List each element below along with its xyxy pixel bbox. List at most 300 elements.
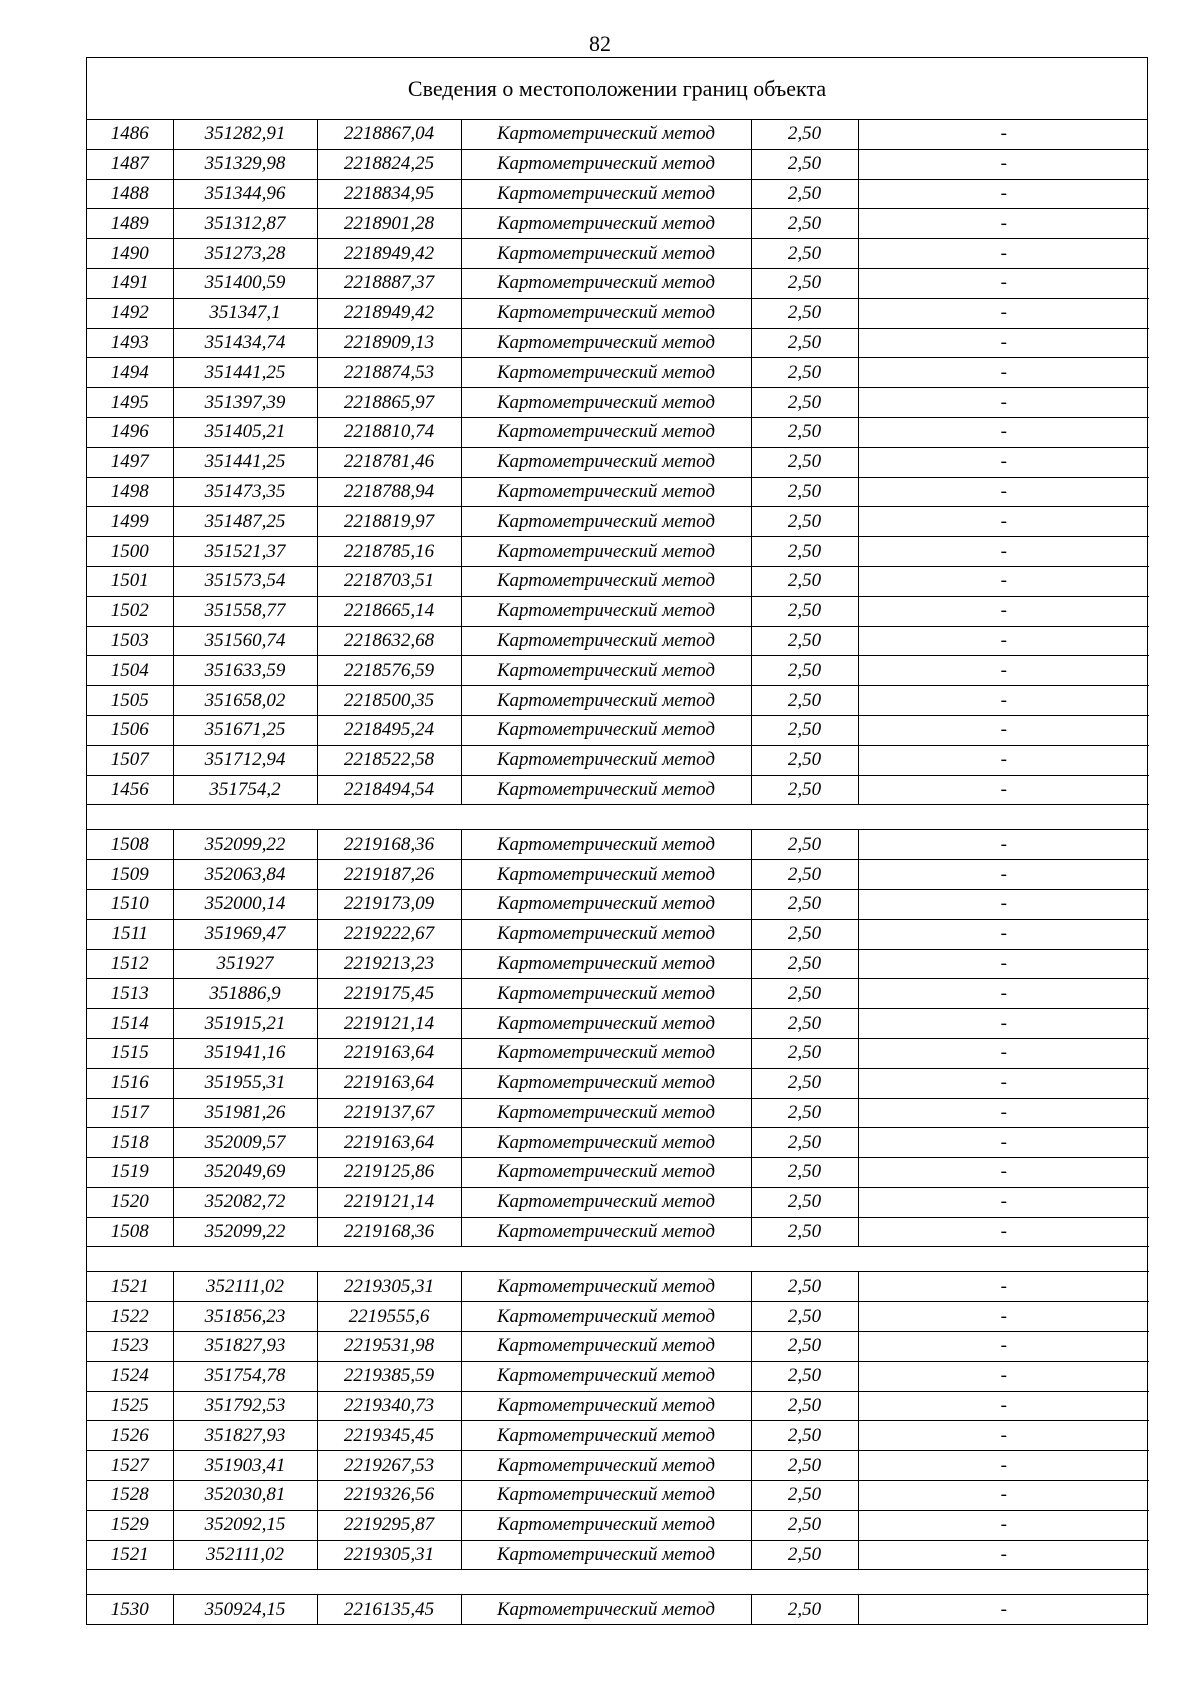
table-row: [87, 830, 1149, 860]
table-row: [87, 1098, 1149, 1128]
y-coordinate-cell: 2219173,09: [317, 889, 461, 919]
accuracy-cell: 2,50: [751, 268, 858, 298]
point-number-cell: 1499: [87, 507, 173, 537]
point-number-cell: 1498: [87, 477, 173, 507]
method-cell: Картометрический метод: [461, 830, 751, 860]
description-cell: -: [858, 477, 1149, 507]
method-cell: Картометрический метод: [461, 268, 751, 298]
accuracy-cell: 2,50: [751, 775, 858, 805]
point-number-cell: 1508: [87, 830, 173, 860]
description-cell: -: [858, 298, 1149, 328]
x-coordinate-cell: 351927: [173, 949, 317, 979]
description-cell: -: [858, 1510, 1149, 1540]
accuracy-cell: 2,50: [751, 388, 858, 418]
point-number-cell: 1496: [87, 417, 173, 447]
table-row: [87, 298, 1149, 328]
method-cell: Картометрический метод: [461, 298, 751, 328]
accuracy-cell: 2,50: [751, 1158, 858, 1188]
accuracy-cell: 2,50: [751, 447, 858, 477]
y-coordinate-cell: 2218949,42: [317, 239, 461, 269]
method-cell: Картометрический метод: [461, 686, 751, 716]
accuracy-cell: 2,50: [751, 507, 858, 537]
description-cell: -: [858, 1540, 1149, 1570]
accuracy-cell: 2,50: [751, 358, 858, 388]
point-number-cell: 1518: [87, 1128, 173, 1158]
point-number-cell: 1501: [87, 566, 173, 596]
method-cell: Картометрический метод: [461, 1391, 751, 1421]
x-coordinate-cell: 352092,15: [173, 1510, 317, 1540]
point-number-cell: 1509: [87, 860, 173, 890]
coordinates-table-body: [87, 120, 1149, 1624]
y-coordinate-cell: 2216135,45: [317, 1595, 461, 1624]
point-number-cell: 1513: [87, 979, 173, 1009]
method-cell: Картометрический метод: [461, 596, 751, 626]
x-coordinate-cell: 351792,53: [173, 1391, 317, 1421]
accuracy-cell: 2,50: [751, 686, 858, 716]
point-number-cell: 1521: [87, 1540, 173, 1570]
table-row: [87, 1481, 1149, 1511]
table-row: [87, 1009, 1149, 1039]
method-cell: Картометрический метод: [461, 1038, 751, 1068]
method-cell: Картометрический метод: [461, 209, 751, 239]
x-coordinate-cell: 351969,47: [173, 919, 317, 949]
method-cell: Картометрический метод: [461, 1158, 751, 1188]
point-number-cell: 1515: [87, 1038, 173, 1068]
description-cell: -: [858, 417, 1149, 447]
description-cell: -: [858, 656, 1149, 686]
y-coordinate-cell: 2219168,36: [317, 1217, 461, 1247]
description-cell: -: [858, 1272, 1149, 1302]
x-coordinate-cell: 351915,21: [173, 1009, 317, 1039]
x-coordinate-cell: 351473,35: [173, 477, 317, 507]
y-coordinate-cell: 2218887,37: [317, 268, 461, 298]
y-coordinate-cell: 2219555,6: [317, 1302, 461, 1332]
accuracy-cell: 2,50: [751, 1332, 858, 1362]
accuracy-cell: 2,50: [751, 656, 858, 686]
table-row: [87, 537, 1149, 567]
x-coordinate-cell: 351941,16: [173, 1038, 317, 1068]
description-cell: -: [858, 919, 1149, 949]
x-coordinate-cell: 351633,59: [173, 656, 317, 686]
description-cell: -: [858, 1421, 1149, 1451]
table-row: [87, 507, 1149, 537]
accuracy-cell: 2,50: [751, 979, 858, 1009]
description-cell: -: [858, 537, 1149, 567]
method-cell: Картометрический метод: [461, 507, 751, 537]
x-coordinate-cell: 351671,25: [173, 715, 317, 745]
y-coordinate-cell: 2218665,14: [317, 596, 461, 626]
table-row: [87, 1128, 1149, 1158]
method-cell: Картометрический метод: [461, 979, 751, 1009]
description-cell: -: [858, 626, 1149, 656]
point-number-cell: 1491: [87, 268, 173, 298]
x-coordinate-cell: 351273,28: [173, 239, 317, 269]
x-coordinate-cell: 351754,2: [173, 775, 317, 805]
table-row: [87, 1332, 1149, 1362]
point-number-cell: 1500: [87, 537, 173, 567]
table-row: [87, 860, 1149, 890]
y-coordinate-cell: 2219213,23: [317, 949, 461, 979]
y-coordinate-cell: 2218494,54: [317, 775, 461, 805]
description-cell: -: [858, 447, 1149, 477]
description-cell: -: [858, 149, 1149, 179]
x-coordinate-cell: 351903,41: [173, 1451, 317, 1481]
accuracy-cell: 2,50: [751, 1595, 858, 1624]
group-separator-row: [87, 1247, 1149, 1272]
description-cell: -: [858, 1332, 1149, 1362]
method-cell: Картометрический метод: [461, 328, 751, 358]
description-cell: -: [858, 596, 1149, 626]
description-cell: -: [858, 120, 1149, 149]
method-cell: Картометрический метод: [461, 1481, 751, 1511]
description-cell: -: [858, 358, 1149, 388]
point-number-cell: 1494: [87, 358, 173, 388]
x-coordinate-cell: 351558,77: [173, 596, 317, 626]
description-cell: -: [858, 1158, 1149, 1188]
point-number-cell: 1489: [87, 209, 173, 239]
table-row: [87, 417, 1149, 447]
table-row: [87, 268, 1149, 298]
x-coordinate-cell: 351981,26: [173, 1098, 317, 1128]
x-coordinate-cell: 351827,93: [173, 1332, 317, 1362]
accuracy-cell: 2,50: [751, 715, 858, 745]
table-row: [87, 388, 1149, 418]
method-cell: Картометрический метод: [461, 1128, 751, 1158]
group-separator-row: [87, 1570, 1149, 1595]
x-coordinate-cell: 352030,81: [173, 1481, 317, 1511]
separator-cell: [87, 1247, 1149, 1272]
separator-cell: [87, 1570, 1149, 1595]
accuracy-cell: 2,50: [751, 1391, 858, 1421]
table-row: [87, 120, 1149, 149]
x-coordinate-cell: 352099,22: [173, 1217, 317, 1247]
page-number: 82: [589, 31, 611, 56]
accuracy-cell: 2,50: [751, 566, 858, 596]
point-number-cell: 1510: [87, 889, 173, 919]
point-number-cell: 1520: [87, 1187, 173, 1217]
method-cell: Картометрический метод: [461, 239, 751, 269]
y-coordinate-cell: 2219305,31: [317, 1272, 461, 1302]
accuracy-cell: 2,50: [751, 328, 858, 358]
point-number-cell: 1522: [87, 1302, 173, 1332]
point-number-cell: 1488: [87, 179, 173, 209]
point-number-cell: 1517: [87, 1098, 173, 1128]
accuracy-cell: 2,50: [751, 1009, 858, 1039]
x-coordinate-cell: 351397,39: [173, 388, 317, 418]
point-number-cell: 1503: [87, 626, 173, 656]
table-row: [87, 979, 1149, 1009]
point-number-cell: 1512: [87, 949, 173, 979]
point-number-cell: 1530: [87, 1595, 173, 1624]
y-coordinate-cell: 2219121,14: [317, 1009, 461, 1039]
point-number-cell: 1490: [87, 239, 173, 269]
description-cell: -: [858, 268, 1149, 298]
point-number-cell: 1502: [87, 596, 173, 626]
point-number-cell: 1524: [87, 1361, 173, 1391]
accuracy-cell: 2,50: [751, 1361, 858, 1391]
description-cell: -: [858, 949, 1149, 979]
accuracy-cell: 2,50: [751, 149, 858, 179]
description-cell: -: [858, 1068, 1149, 1098]
x-coordinate-cell: 351405,21: [173, 417, 317, 447]
table-row: [87, 715, 1149, 745]
description-cell: -: [858, 745, 1149, 775]
x-coordinate-cell: 352111,02: [173, 1272, 317, 1302]
method-cell: Картометрический метод: [461, 447, 751, 477]
table-row: [87, 775, 1149, 805]
method-cell: Картометрический метод: [461, 566, 751, 596]
x-coordinate-cell: 351560,74: [173, 626, 317, 656]
table-row: [87, 1391, 1149, 1421]
point-number-cell: 1493: [87, 328, 173, 358]
table-row: [87, 1302, 1149, 1332]
method-cell: Картометрический метод: [461, 1068, 751, 1098]
point-number-cell: 1528: [87, 1481, 173, 1511]
table-row: [87, 328, 1149, 358]
table-row: [87, 626, 1149, 656]
y-coordinate-cell: 2219168,36: [317, 830, 461, 860]
table-row: [87, 1158, 1149, 1188]
description-cell: -: [858, 1217, 1149, 1247]
method-cell: Картометрический метод: [461, 149, 751, 179]
x-coordinate-cell: 351312,87: [173, 209, 317, 239]
description-cell: -: [858, 1187, 1149, 1217]
description-cell: -: [858, 715, 1149, 745]
x-coordinate-cell: 351521,37: [173, 537, 317, 567]
table-row: [87, 239, 1149, 269]
table-row: [87, 949, 1149, 979]
description-cell: -: [858, 1302, 1149, 1332]
accuracy-cell: 2,50: [751, 626, 858, 656]
table-row: [87, 1510, 1149, 1540]
method-cell: Картометрический метод: [461, 626, 751, 656]
description-cell: -: [858, 1595, 1149, 1624]
y-coordinate-cell: 2219222,67: [317, 919, 461, 949]
description-cell: -: [858, 566, 1149, 596]
y-coordinate-cell: 2218810,74: [317, 417, 461, 447]
method-cell: Картометрический метод: [461, 1361, 751, 1391]
x-coordinate-cell: 352000,14: [173, 889, 317, 919]
point-number-cell: 1508: [87, 1217, 173, 1247]
x-coordinate-cell: 351441,25: [173, 447, 317, 477]
method-cell: Картометрический метод: [461, 889, 751, 919]
x-coordinate-cell: 351329,98: [173, 149, 317, 179]
method-cell: Картометрический метод: [461, 179, 751, 209]
method-cell: Картометрический метод: [461, 1595, 751, 1624]
accuracy-cell: 2,50: [751, 919, 858, 949]
table-row: [87, 889, 1149, 919]
description-cell: -: [858, 388, 1149, 418]
y-coordinate-cell: 2218901,28: [317, 209, 461, 239]
method-cell: Картометрический метод: [461, 1451, 751, 1481]
x-coordinate-cell: 351344,96: [173, 179, 317, 209]
y-coordinate-cell: 2219137,67: [317, 1098, 461, 1128]
x-coordinate-cell: 351886,9: [173, 979, 317, 1009]
coordinates-table: [87, 120, 1149, 1624]
method-cell: Картометрический метод: [461, 1332, 751, 1362]
y-coordinate-cell: 2218495,24: [317, 715, 461, 745]
x-coordinate-cell: 352111,02: [173, 1540, 317, 1570]
y-coordinate-cell: 2218819,97: [317, 507, 461, 537]
accuracy-cell: 2,50: [751, 830, 858, 860]
x-coordinate-cell: 351754,78: [173, 1361, 317, 1391]
x-coordinate-cell: 350924,15: [173, 1595, 317, 1624]
x-coordinate-cell: 352063,84: [173, 860, 317, 890]
method-cell: Картометрический метод: [461, 1302, 751, 1332]
y-coordinate-cell: 2218867,04: [317, 120, 461, 149]
point-number-cell: 1527: [87, 1451, 173, 1481]
method-cell: Картометрический метод: [461, 1540, 751, 1570]
accuracy-cell: 2,50: [751, 477, 858, 507]
description-cell: -: [858, 239, 1149, 269]
table-row: [87, 745, 1149, 775]
point-number-cell: 1504: [87, 656, 173, 686]
y-coordinate-cell: 2219305,31: [317, 1540, 461, 1570]
method-cell: Картометрический метод: [461, 1421, 751, 1451]
y-coordinate-cell: 2219121,14: [317, 1187, 461, 1217]
accuracy-cell: 2,50: [751, 239, 858, 269]
accuracy-cell: 2,50: [751, 1068, 858, 1098]
y-coordinate-cell: 2218949,42: [317, 298, 461, 328]
y-coordinate-cell: 2219175,45: [317, 979, 461, 1009]
y-coordinate-cell: 2219163,64: [317, 1038, 461, 1068]
accuracy-cell: 2,50: [751, 1128, 858, 1158]
accuracy-cell: 2,50: [751, 1510, 858, 1540]
accuracy-cell: 2,50: [751, 1098, 858, 1128]
y-coordinate-cell: 2219295,87: [317, 1510, 461, 1540]
point-number-cell: 1506: [87, 715, 173, 745]
y-coordinate-cell: 2218788,94: [317, 477, 461, 507]
y-coordinate-cell: 2219267,53: [317, 1451, 461, 1481]
method-cell: Картометрический метод: [461, 775, 751, 805]
accuracy-cell: 2,50: [751, 1187, 858, 1217]
description-cell: -: [858, 775, 1149, 805]
x-coordinate-cell: 351827,93: [173, 1421, 317, 1451]
method-cell: Картометрический метод: [461, 860, 751, 890]
description-cell: -: [858, 860, 1149, 890]
description-cell: -: [858, 1361, 1149, 1391]
x-coordinate-cell: 351658,02: [173, 686, 317, 716]
accuracy-cell: 2,50: [751, 949, 858, 979]
table-row: [87, 686, 1149, 716]
method-cell: Картометрический метод: [461, 477, 751, 507]
accuracy-cell: 2,50: [751, 1421, 858, 1451]
table-row: [87, 656, 1149, 686]
x-coordinate-cell: 351573,54: [173, 566, 317, 596]
point-number-cell: 1514: [87, 1009, 173, 1039]
table-row: [87, 596, 1149, 626]
table-row: [87, 1421, 1149, 1451]
method-cell: Картометрический метод: [461, 1217, 751, 1247]
x-coordinate-cell: 351955,31: [173, 1068, 317, 1098]
point-number-cell: 1507: [87, 745, 173, 775]
y-coordinate-cell: 2219163,64: [317, 1068, 461, 1098]
y-coordinate-cell: 2219345,45: [317, 1421, 461, 1451]
accuracy-cell: 2,50: [751, 1451, 858, 1481]
description-cell: -: [858, 507, 1149, 537]
y-coordinate-cell: 2219531,98: [317, 1332, 461, 1362]
accuracy-cell: 2,50: [751, 298, 858, 328]
x-coordinate-cell: 351856,23: [173, 1302, 317, 1332]
x-coordinate-cell: 351434,74: [173, 328, 317, 358]
point-number-cell: 1511: [87, 919, 173, 949]
accuracy-cell: 2,50: [751, 860, 858, 890]
y-coordinate-cell: 2219326,56: [317, 1481, 461, 1511]
y-coordinate-cell: 2218576,59: [317, 656, 461, 686]
accuracy-cell: 2,50: [751, 209, 858, 239]
x-coordinate-cell: 351487,25: [173, 507, 317, 537]
description-cell: -: [858, 1481, 1149, 1511]
description-cell: -: [858, 209, 1149, 239]
y-coordinate-cell: 2219125,86: [317, 1158, 461, 1188]
method-cell: Картометрический метод: [461, 715, 751, 745]
point-number-cell: 1486: [87, 120, 173, 149]
table-row: [87, 1540, 1149, 1570]
x-coordinate-cell: 352009,57: [173, 1128, 317, 1158]
description-cell: -: [858, 889, 1149, 919]
accuracy-cell: 2,50: [751, 1272, 858, 1302]
description-cell: -: [858, 1391, 1149, 1421]
accuracy-cell: 2,50: [751, 1540, 858, 1570]
y-coordinate-cell: 2218909,13: [317, 328, 461, 358]
point-number-cell: 1487: [87, 149, 173, 179]
y-coordinate-cell: 2219340,73: [317, 1391, 461, 1421]
point-number-cell: 1497: [87, 447, 173, 477]
x-coordinate-cell: 351712,94: [173, 745, 317, 775]
accuracy-cell: 2,50: [751, 745, 858, 775]
y-coordinate-cell: 2218500,35: [317, 686, 461, 716]
table-row: [87, 1187, 1149, 1217]
point-number-cell: 1516: [87, 1068, 173, 1098]
method-cell: Картометрический метод: [461, 1098, 751, 1128]
y-coordinate-cell: 2218834,95: [317, 179, 461, 209]
boundary-table-sheet: [86, 57, 1148, 1625]
description-cell: -: [858, 179, 1149, 209]
point-number-cell: 1492: [87, 298, 173, 328]
accuracy-cell: 2,50: [751, 889, 858, 919]
accuracy-cell: 2,50: [751, 596, 858, 626]
table-row: [87, 1068, 1149, 1098]
y-coordinate-cell: 2218824,25: [317, 149, 461, 179]
y-coordinate-cell: 2219385,59: [317, 1361, 461, 1391]
method-cell: Картометрический метод: [461, 1009, 751, 1039]
description-cell: -: [858, 979, 1149, 1009]
description-cell: -: [858, 686, 1149, 716]
table-row: [87, 1361, 1149, 1391]
accuracy-cell: 2,50: [751, 1481, 858, 1511]
y-coordinate-cell: 2218785,16: [317, 537, 461, 567]
point-number-cell: 1456: [87, 775, 173, 805]
separator-cell: [87, 805, 1149, 830]
point-number-cell: 1526: [87, 1421, 173, 1451]
description-cell: -: [858, 1451, 1149, 1481]
method-cell: Картометрический метод: [461, 388, 751, 418]
accuracy-cell: 2,50: [751, 179, 858, 209]
y-coordinate-cell: 2218874,53: [317, 358, 461, 388]
accuracy-cell: 2,50: [751, 417, 858, 447]
point-number-cell: 1519: [87, 1158, 173, 1188]
table-row: [87, 149, 1149, 179]
table-row: [87, 1451, 1149, 1481]
method-cell: Картометрический метод: [461, 1272, 751, 1302]
method-cell: Картометрический метод: [461, 656, 751, 686]
method-cell: Картометрический метод: [461, 417, 751, 447]
accuracy-cell: 2,50: [751, 1217, 858, 1247]
x-coordinate-cell: 351400,59: [173, 268, 317, 298]
x-coordinate-cell: 352049,69: [173, 1158, 317, 1188]
table-row: [87, 209, 1149, 239]
table-row: [87, 1595, 1149, 1624]
